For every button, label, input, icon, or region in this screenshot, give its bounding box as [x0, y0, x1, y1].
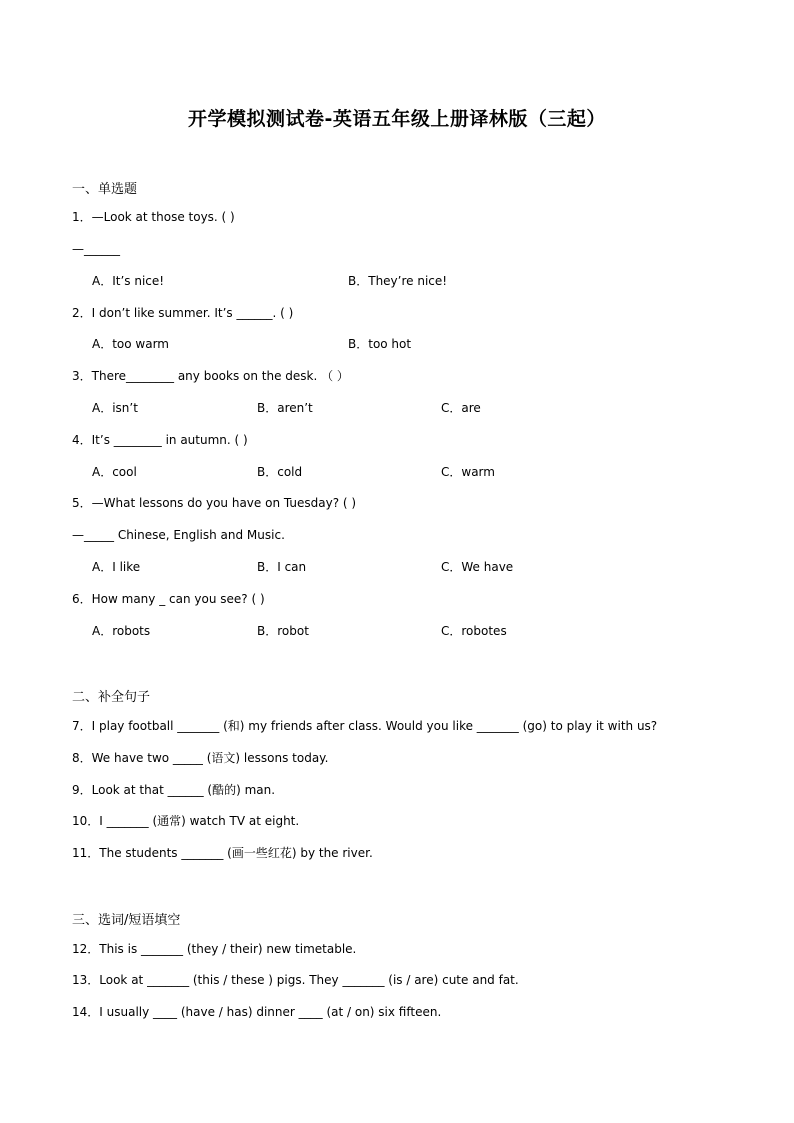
question-2-option-a[interactable]: A．too warm: [92, 337, 169, 351]
question-8: 8．We have two _____ (语文) lessons today.: [72, 751, 329, 765]
question-1-answer-line: —______: [72, 242, 120, 256]
question-1-option-b[interactable]: B．They’re nice!: [348, 274, 448, 288]
question-10: 10．I _______ (通常) watch TV at eight.: [72, 814, 300, 828]
question-4-stem: 4．It’s ________ in autumn. ( ): [72, 433, 248, 447]
question-5-option-a[interactable]: A．I like: [92, 560, 141, 574]
question-12: 12．This is _______ (they / their) new timetable.: [72, 942, 357, 956]
question-5-answer-line: —_____ Chinese, English and Music.: [72, 528, 285, 542]
question-6-option-b[interactable]: B．robot: [257, 624, 309, 638]
question-11: 11．The students _______ (画一些红花) by the river.: [72, 846, 373, 860]
question-6-stem: 6．How many _ can you see? ( ): [72, 592, 265, 606]
question-1-stem: 1．—Look at those toys. ( ): [72, 210, 235, 224]
section-heading-word-choice: 三、选词/短语填空: [72, 913, 181, 928]
question-4-option-b[interactable]: B．cold: [257, 465, 303, 479]
question-14: 14．I usually ____ (have / has) dinner ____ (at / on) six fifteen.: [72, 1005, 442, 1019]
section-heading-complete-sentences: 二、补全句子: [72, 690, 151, 705]
question-5-stem: 5．—What lessons do you have on Tuesday? ( ): [72, 496, 357, 510]
page-title: 开学模拟测试卷-英语五年级上册译林版（三起）: [188, 108, 606, 130]
question-9: 9．Look at that ______ (酷的) man.: [72, 783, 276, 797]
question-3-stem: 3．There________ any books on the desk. （ ）: [72, 369, 349, 383]
question-13: 13．Look at _______ (this / these ) pigs. They _______ (is / are) cute and fat.: [72, 973, 519, 987]
question-6-option-a[interactable]: A．robots: [92, 624, 151, 638]
question-6-option-c[interactable]: C．robotes: [441, 624, 507, 638]
question-3-option-a[interactable]: A．isn’t: [92, 401, 138, 415]
question-2-stem: 2．I don’t like summer. It’s ______. ( ): [72, 306, 294, 320]
question-5-option-c[interactable]: C．We have: [441, 560, 514, 574]
question-5-option-b[interactable]: B．I can: [257, 560, 307, 574]
question-4-option-a[interactable]: A．cool: [92, 465, 137, 479]
question-3-option-c[interactable]: C．are: [441, 401, 481, 415]
question-1-option-a[interactable]: A．It’s nice!: [92, 274, 165, 288]
question-4-option-c[interactable]: C．warm: [441, 465, 495, 479]
question-7: 7．I play football _______ (和) my friends after class. Would you like _______ (go) to play it with us?: [72, 719, 658, 733]
section-heading-single-choice: 一、单选题: [72, 182, 138, 197]
question-3-option-b[interactable]: B．aren’t: [257, 401, 313, 415]
question-2-option-b[interactable]: B．too hot: [348, 337, 412, 351]
